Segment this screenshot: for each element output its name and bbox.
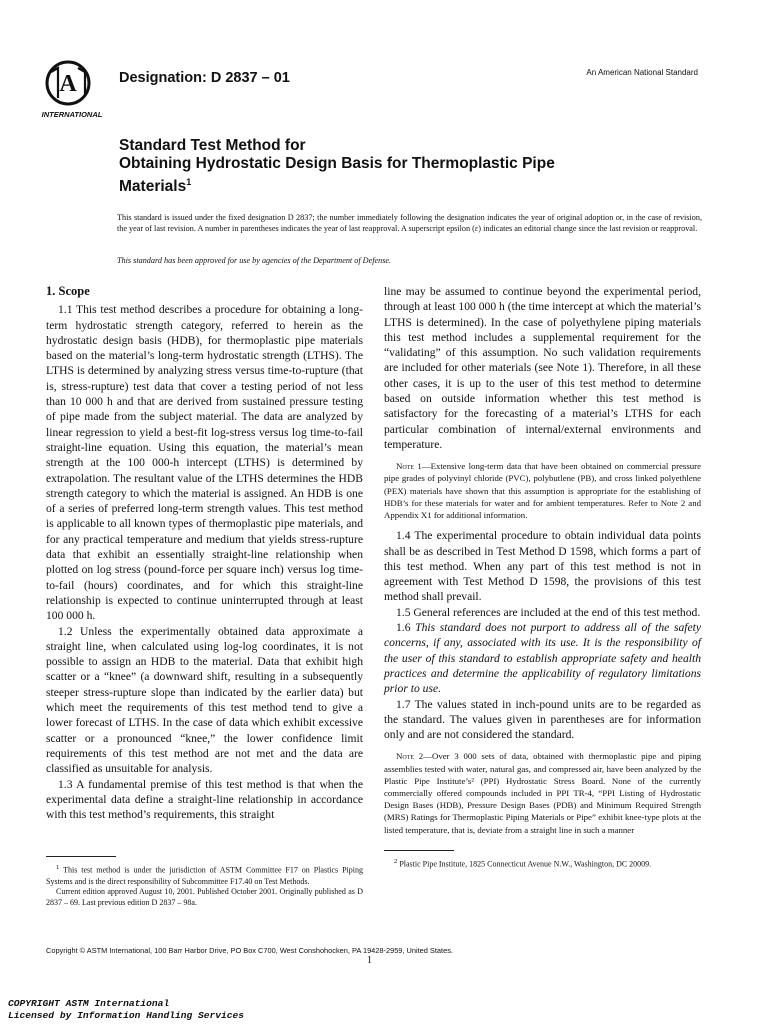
- footnote-2-text: Plastic Pipe Institute, 1825 Connecticut Avenue N.W., Washington, DC 20009.: [399, 859, 652, 869]
- paragraph-1-6: [384, 620, 701, 696]
- issued-statement: This standard is issued under the fixed designation D 2837; the number immediately following the designation indicates the year of original adoption or, in the case of revision, the year of last revision. A number in parentheses indicates the year of last reapproval. A superscript epsilon (ε) indicates an editorial change since the last revision or reapproval.: [117, 213, 702, 233]
- page-number: 1: [367, 955, 372, 966]
- paragraph-1-4: 1.4 The experimental procedure to obtain individual data points shall be as described in Test Method D 1598, which forms a part of this test method. When any part of this test method is not in agreement with Test Method D 1598, the provisions of this test method shall prevail.: [384, 529, 701, 604]
- paragraph-1-6-text: This standard does not purport to address all of the safety concerns, if any, associated with its use. It is the responsibility of the user of this standard to establish appropriate safety and health practices and determine the applicability of regulatory limitations prior to use.: [384, 621, 701, 696]
- note-1-text: 1—Extensive long-term data that have been obtained on commercial pressure pipe grades of polyvinyl chloride (PVC), polybutlene (PB), and cross linked polyethlene (PEX) materials have shown that this assumption is appropriate for the establishing of HDB’s for these materials for water and for ambient temperatures. Refer to Note 2 and Appendix X1 for additional information.: [384, 461, 701, 521]
- footnote-2: [384, 857, 701, 870]
- footnote-1: [46, 863, 363, 887]
- footnote-1-text: This test method is under the jurisdiction of ASTM Committee F17 on Plastics Piping Systems and is the direct responsibility of Subcommittee F17.40 on Test Methods.: [46, 866, 363, 886]
- title-line-1: Standard Test Method for: [119, 137, 306, 154]
- paragraph-1-7: 1.7 The values stated in inch-pound units are to be regarded as the standard. The values given in parentheses are for information only and are not considered the standard.: [384, 697, 701, 742]
- copyright-line: Copyright © ASTM International, 100 Barr Harbor Drive, PO Box C700, West Conshohocken, PA 19428-2959, United States.: [46, 946, 453, 955]
- note-1-label: Note: [396, 461, 415, 472]
- title-footnote-mark: 1: [186, 177, 192, 187]
- footnote-1-mark: 1: [56, 864, 60, 872]
- note-1: [384, 460, 701, 521]
- logo-text: INTERNATIONAL: [41, 110, 103, 119]
- paragraph-1-3-cont: line may be assumed to continue beyond the experimental period, through at least 100 000 h (the time intercept at which the material’s LTHS is determined). In the case of polyethylene piping materials this test method includes a supplemental requirement for the “validating” of this assumption. No such validation requirements are included for other materials (see Note 1). Therefore, in all these other cases, it is up to the user of this test method to determine based on outside information whether this test method is satisfactory for the forecasting of a material’s LTHS for each particular combination of internal/external environments and temperature.: [384, 285, 701, 451]
- paragraph-1-3: 1.3 A fundamental premise of this test method is that when the experimental data define a straight-line relationship in accordance with this test method’s requirements, this straight: [46, 777, 363, 822]
- note-2: [384, 750, 701, 835]
- dod-approval: This standard has been approved for use by agencies of the Department of Defense.: [117, 256, 392, 265]
- footnote-rule-right: [384, 850, 454, 851]
- title-line-2: Obtaining Hydrostatic Design Basis for Thermoplastic Pipe: [119, 155, 555, 172]
- title-line-3: [119, 173, 679, 196]
- paragraph-1-6-number: 1.6: [396, 621, 411, 635]
- footnote-2-mark: 2: [394, 857, 398, 865]
- paragraph-1-1: 1.1 This test method describes a procedure for obtaining a long-term hydrostatic strength category, referred to herein as the hydrostatic design basis (HDB), for thermoplastic pipe materials based on the material’s long-term hydrostatic strength (LTHS). The LTHS is determined by analyzing stress versus time-to-rupture (that is, stress-rupture) test data that cover a testing period of not less than 10 000 h and that are derived from sustained pressure testing of pipe made from the subject material. The data are analyzed by linear regression to yield a best-fit log-stress versus log time-to-fail straight-line equation. Using this equation, the material’s mean strength at the 100 000-h intercept (LTHS) is determined by extrapolation. The resultant value of the LTHS determines the HDB strength category to which the material is assigned. An HDB is one of a series of preferred long-term strength values. This test method is applicable to all known types of thermoplastic pipe materials, and for any practical temperature and medium that yields stress-rupture data that exhibit an essentially straight-line relationship when plotted on log stress (pound-force per square inch) versus log time-to-fail (hours) coordinates, and for which this straight-line relationship is expected to continue uninterrupted through at least 100 000 h.: [46, 303, 363, 623]
- license-line-2: Licensed by Information Handling Services: [8, 1010, 245, 1021]
- footnote-1-edition: Current edition approved August 10, 2001. Published October 2001. Originally published as D 2837 – 69. Last previous edition D 2837 – 98a.: [46, 887, 363, 907]
- national-standard-label: An American National Standard: [586, 68, 698, 77]
- right-column: [384, 284, 701, 870]
- title-line-3-text: Materials: [119, 178, 187, 196]
- scope-heading: 1. Scope: [46, 284, 90, 298]
- document-title: [119, 137, 679, 196]
- paragraph-1-5: 1.5 General references are included at the end of this test method.: [396, 605, 701, 619]
- astm-logo: [34, 58, 114, 120]
- paragraph-1-2: 1.2 Unless the experimentally obtained data approximate a straight line, when calculated using log-log coordinates, it is not possible to assign an HDB to the material. Data that exhibit high scatter or a “knee” (a downward shift, resulting in a subsequently steeper stress-rupture slope than indicated by the earlier data) but which meet the requirements of this test method tend to give a lower forecast of LTHS. In the case of data which exhibit excessive scatter or a pronounced “knee,” the lower confidence limit requirements of this test method are not met and the data are classified as unsuitable for analysis.: [46, 624, 363, 776]
- svg-text:A: A: [59, 71, 77, 97]
- note-2-label: Note: [396, 751, 415, 762]
- footnote-rule: [46, 856, 116, 857]
- license-footer: [8, 998, 244, 1022]
- license-line-1: COPYRIGHT ASTM International: [8, 998, 170, 1009]
- left-column: [46, 284, 363, 908]
- note-2-text: 2—Over 3 000 sets of data, obtained with thermoplastic pipe and piping assemblies tested with water, natural gas, and compressed air, have been analyzed by the Plastic Pipe Institute’s² (PPI) Hydrostatic Stress Board. None of the currently commercially offered compounds included in PPI TR-4, “PPI Listing of Hydrostatic Design Bases (HDB), Pressure Design Bases (PDB) and Minimum Required Strength (MRS) Ratings for Thermoplastic Piping Materials or Pipe” exhibit knee-type plots at the listed temperature, that is, deviate from a straight line in such a manner: [384, 751, 701, 835]
- designation: Designation: D 2837 – 01: [119, 70, 290, 86]
